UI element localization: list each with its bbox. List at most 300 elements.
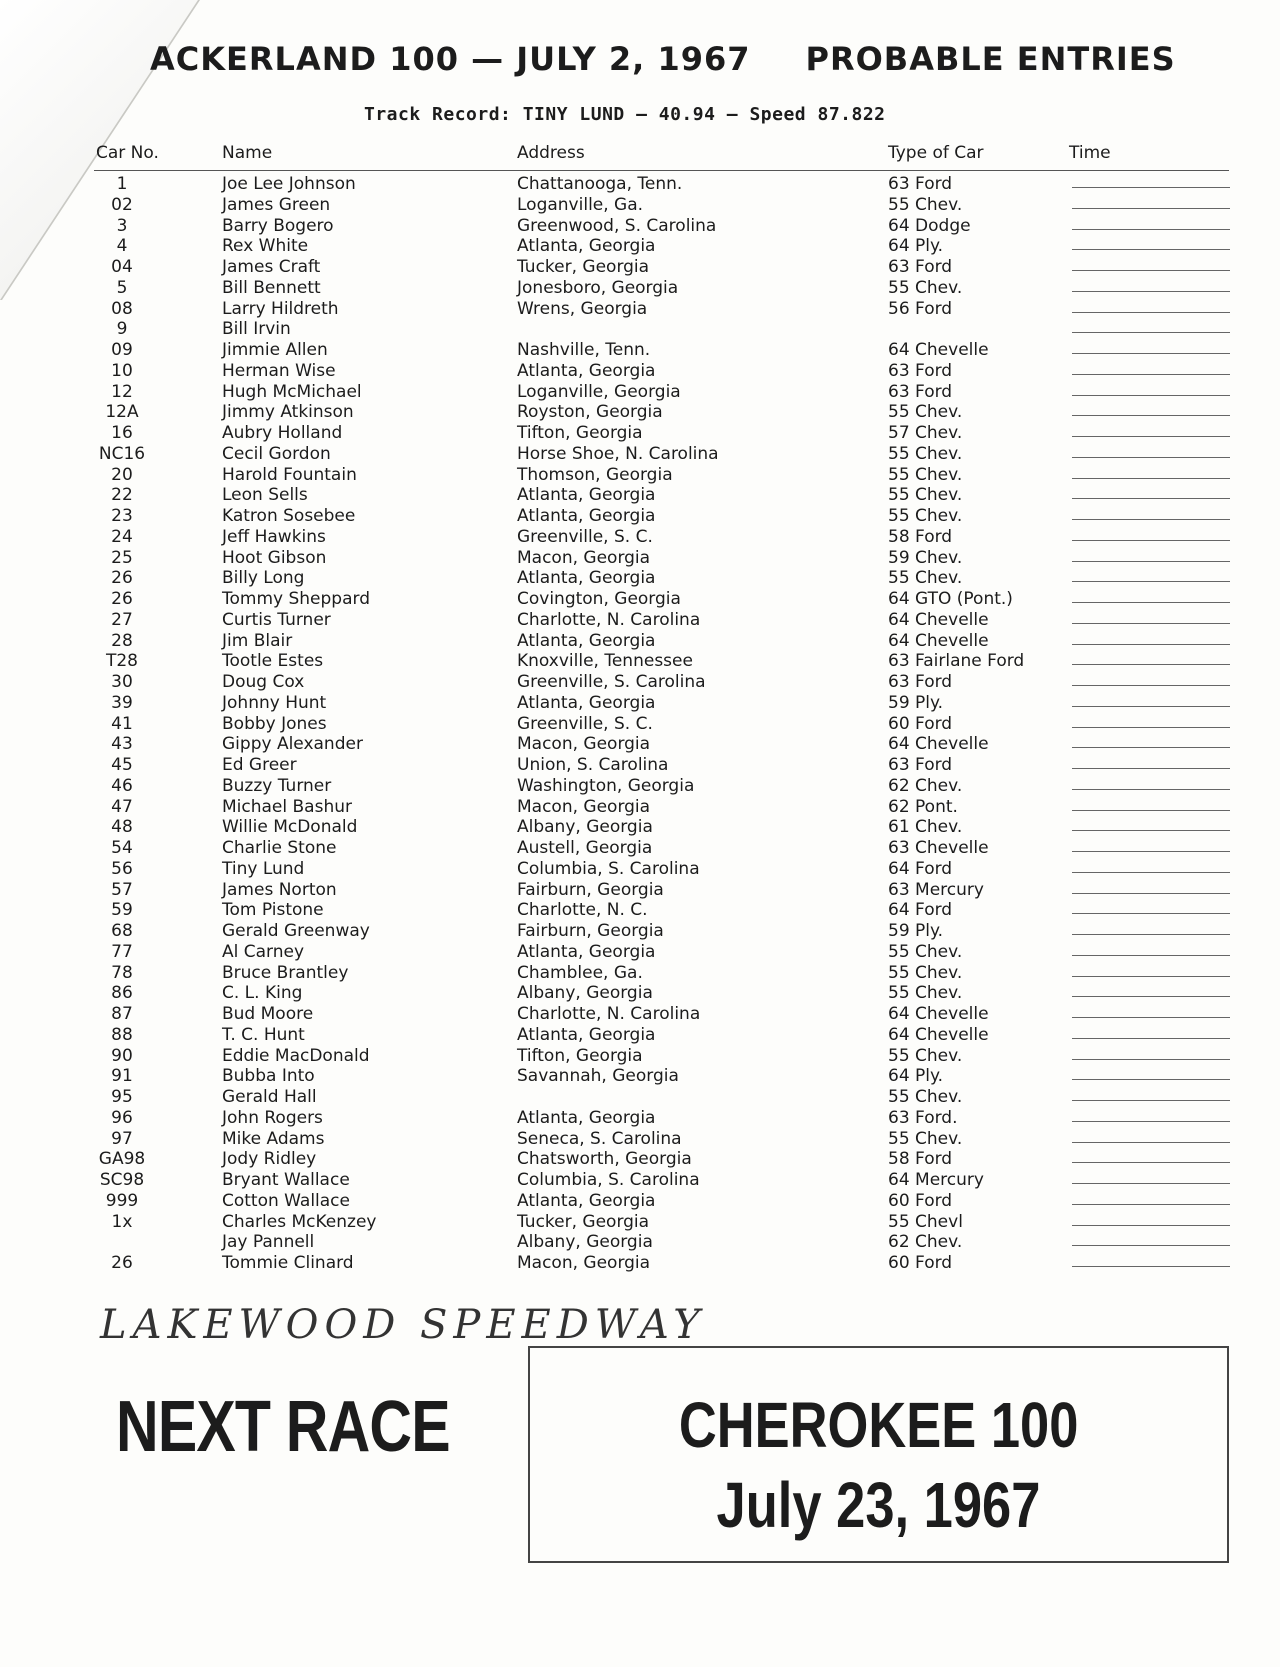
- driver-address: Savannah, Georgia: [517, 1066, 679, 1087]
- driver-name: Bryant Wallace: [222, 1170, 350, 1190]
- time-blank-line: [1072, 789, 1230, 790]
- driver-address: Atlanta, Georgia: [517, 1107, 656, 1128]
- driver-name: Bobby Jones: [222, 713, 327, 734]
- table-row: [0, 402, 1280, 423]
- car-type: 55 Chev.: [888, 1087, 963, 1107]
- car-number: 10: [111, 360, 133, 381]
- car-number: 68: [111, 921, 133, 941]
- table-row: [0, 942, 1280, 963]
- driver-name: Bill Irvin: [222, 319, 291, 340]
- car-number: 04: [111, 257, 133, 277]
- car-type: 64 Mercury: [888, 1170, 984, 1190]
- car-type: 62 Chev.: [888, 1232, 963, 1253]
- time-blank-line: [1072, 312, 1230, 313]
- driver-address: Loganville, Georgia: [517, 381, 681, 402]
- driver-address: Atlanta, Georgia: [517, 506, 656, 526]
- car-type: 63 Ford: [888, 174, 953, 194]
- driver-name: Bruce Brantley: [222, 962, 349, 983]
- car-number: 88: [111, 1024, 133, 1045]
- time-blank-line: [1072, 768, 1230, 769]
- time-blank-line: [1072, 249, 1230, 250]
- time-blank-line: [1072, 727, 1230, 728]
- time-blank-line: [1072, 810, 1230, 811]
- car-number: 91: [111, 1066, 133, 1087]
- time-blank-line: [1072, 457, 1230, 458]
- car-number: 20: [111, 464, 133, 485]
- table-row: [0, 921, 1280, 942]
- driver-address: Tucker, Georgia: [517, 1211, 650, 1232]
- driver-name: Cecil Gordon: [222, 443, 331, 464]
- car-type: 62 Chev.: [888, 775, 963, 796]
- car-number: 999: [105, 1190, 139, 1211]
- time-blank-line: [1072, 561, 1230, 562]
- time-blank-line: [1072, 415, 1230, 416]
- time-blank-line: [1072, 436, 1230, 437]
- car-type: 55 Chevl: [888, 1211, 963, 1232]
- car-type: 64 Chevelle: [888, 609, 989, 630]
- driver-name: Mike Adams: [222, 1128, 325, 1149]
- time-blank-line: [1072, 1225, 1230, 1226]
- time-blank-line: [1072, 602, 1230, 603]
- driver-name: Billy Long: [222, 568, 305, 589]
- driver-name: Tommie Clinard: [222, 1253, 354, 1273]
- driver-address: Thomson, Georgia: [517, 464, 673, 485]
- driver-name: Gippy Alexander: [222, 734, 363, 755]
- driver-name: Bill Bennett: [222, 277, 321, 298]
- car-type: 55 Chev.: [888, 962, 963, 983]
- probable-entries-title: PROBABLE ENTRIES: [805, 40, 1176, 78]
- car-type: 63 Chevelle: [888, 838, 989, 858]
- time-blank-line: [1072, 353, 1230, 354]
- driver-address: Tifton, Georgia: [517, 1045, 643, 1066]
- driver-name: Jay Pannell: [222, 1232, 315, 1253]
- driver-address: Columbia, S. Carolina: [517, 1170, 700, 1190]
- driver-name: Bud Moore: [222, 1004, 314, 1024]
- car-type: 55 Chev.: [888, 277, 963, 298]
- table-row: [0, 900, 1280, 921]
- car-number: 46: [111, 775, 133, 796]
- driver-name: Jim Blair: [222, 630, 293, 651]
- driver-name: Hugh McMichael: [222, 381, 362, 402]
- time-blank-line: [1072, 934, 1230, 935]
- driver-address: Covington, Georgia: [517, 589, 681, 609]
- time-blank-line: [1072, 332, 1230, 333]
- table-row: [0, 1232, 1280, 1253]
- table-row: [0, 1025, 1280, 1046]
- entries-table: [0, 174, 1280, 1274]
- driver-address: Albany, Georgia: [517, 1232, 653, 1253]
- driver-address: Jonesboro, Georgia: [517, 277, 679, 298]
- driver-name: Bubba Into: [222, 1066, 315, 1087]
- car-number: 5: [116, 277, 128, 298]
- page-title: [150, 40, 1176, 78]
- car-type: 55 Chev.: [888, 1128, 963, 1149]
- driver-name: Johnny Hunt: [222, 692, 327, 713]
- car-number: 30: [111, 672, 133, 692]
- driver-name: Barry Bogero: [222, 215, 334, 236]
- car-type: 55 Chev.: [888, 983, 963, 1004]
- driver-name: Jeff Hawkins: [222, 526, 326, 547]
- table-row: [0, 506, 1280, 527]
- driver-name: Tommy Sheppard: [222, 589, 370, 609]
- car-type: 63 Ford: [888, 257, 953, 277]
- table-row: [0, 423, 1280, 444]
- driver-address: Chamblee, Ga.: [517, 962, 643, 983]
- time-blank-line: [1072, 270, 1230, 271]
- table-row: [0, 1191, 1280, 1212]
- driver-name: Gerald Hall: [222, 1087, 317, 1107]
- car-type: 64 Ply.: [888, 1066, 944, 1087]
- driver-address: Tucker, Georgia: [517, 257, 650, 277]
- driver-name: T. C. Hunt: [222, 1024, 305, 1045]
- car-number: 43: [111, 734, 133, 755]
- driver-address: Atlanta, Georgia: [517, 1024, 656, 1045]
- car-type: 59 Chev.: [888, 547, 963, 568]
- car-type: 58 Ford: [888, 526, 953, 547]
- car-type: 63 Fairlane Ford: [888, 651, 1025, 672]
- table-row: [0, 1108, 1280, 1129]
- car-number: 09: [111, 340, 133, 360]
- driver-address: Greenville, S. C.: [517, 526, 653, 547]
- car-type: 58 Ford: [888, 1149, 953, 1170]
- header-name: Name: [222, 143, 273, 163]
- time-blank-line: [1072, 685, 1230, 686]
- car-type: 55 Chev.: [888, 941, 963, 962]
- car-type: 55 Chev.: [888, 443, 963, 464]
- car-type: 64 Chevelle: [888, 1004, 989, 1024]
- header-address: Address: [517, 143, 585, 163]
- table-row: [0, 319, 1280, 340]
- driver-address: Fairburn, Georgia: [517, 879, 664, 900]
- header-rule: [94, 170, 1229, 171]
- car-type: 57 Chev.: [888, 423, 963, 443]
- driver-name: Charlie Stone: [222, 838, 337, 858]
- car-number: 02: [111, 194, 133, 215]
- time-blank-line: [1072, 478, 1230, 479]
- driver-name: Aubry Holland: [222, 423, 343, 443]
- table-row: [0, 1004, 1280, 1025]
- driver-address: Loganville, Ga.: [517, 194, 644, 215]
- table-row: [0, 983, 1280, 1004]
- car-number: T28: [105, 651, 139, 672]
- car-type: 64 Ply.: [888, 236, 944, 257]
- driver-name: James Green: [222, 194, 331, 215]
- table-row: [0, 195, 1280, 216]
- driver-address: Knoxville, Tennessee: [517, 651, 693, 672]
- table-row: [0, 568, 1280, 589]
- table-row: [0, 236, 1280, 257]
- car-number: 08: [111, 298, 133, 319]
- car-type: 55 Chev.: [888, 568, 963, 589]
- car-number: 59: [111, 900, 133, 921]
- table-row: [0, 963, 1280, 984]
- driver-address: Macon, Georgia: [517, 734, 651, 755]
- handwritten-note: LAKEWOOD SPEEDWAY: [100, 1302, 706, 1348]
- time-blank-line: [1072, 1038, 1230, 1039]
- time-blank-line: [1072, 996, 1230, 997]
- car-type: 64 Chevelle: [888, 340, 989, 360]
- driver-address: Tifton, Georgia: [517, 423, 643, 443]
- time-blank-line: [1072, 1100, 1230, 1101]
- car-type: 59 Ply.: [888, 692, 944, 713]
- table-row: [0, 527, 1280, 548]
- table-header: [94, 143, 1229, 167]
- next-race-label: NEXT RACE: [116, 1387, 450, 1467]
- event-title: ACKERLAND 100 — JULY 2, 1967: [150, 40, 751, 78]
- driver-address: Wrens, Georgia: [517, 298, 648, 319]
- time-blank-line: [1072, 1121, 1230, 1122]
- table-row: [0, 880, 1280, 901]
- time-blank-line: [1072, 851, 1230, 852]
- time-blank-line: [1072, 187, 1230, 188]
- driver-address: Royston, Georgia: [517, 402, 663, 423]
- car-number: 16: [111, 423, 133, 443]
- driver-name: Curtis Turner: [222, 609, 331, 630]
- driver-address: Macon, Georgia: [517, 547, 651, 568]
- table-row: [0, 776, 1280, 797]
- table-row: [0, 548, 1280, 569]
- driver-name: James Craft: [222, 257, 321, 277]
- car-number: 96: [111, 1107, 133, 1128]
- car-type: 63 Mercury: [888, 879, 984, 900]
- driver-address: Atlanta, Georgia: [517, 692, 656, 713]
- car-number: 41: [111, 713, 133, 734]
- time-blank-line: [1072, 1204, 1230, 1205]
- driver-address: Atlanta, Georgia: [517, 236, 656, 257]
- car-number: 26: [111, 589, 133, 609]
- time-blank-line: [1072, 1266, 1230, 1267]
- driver-address: Atlanta, Georgia: [517, 485, 656, 506]
- table-row: [0, 1046, 1280, 1067]
- driver-address: Austell, Georgia: [517, 838, 653, 858]
- driver-name: Doug Cox: [222, 672, 305, 692]
- table-row: [0, 1149, 1280, 1170]
- table-row: [0, 340, 1280, 361]
- table-row: [0, 1212, 1280, 1233]
- car-number: 97: [111, 1128, 133, 1149]
- time-blank-line: [1072, 893, 1230, 894]
- car-number: 39: [111, 692, 133, 713]
- table-row: [0, 1066, 1280, 1087]
- car-type: 64 Chevelle: [888, 1024, 989, 1045]
- table-row: [0, 589, 1280, 610]
- car-number: 12: [111, 381, 133, 402]
- car-type: 64 Dodge: [888, 215, 971, 236]
- time-blank-line: [1072, 1162, 1230, 1163]
- driver-address: Albany, Georgia: [517, 983, 653, 1004]
- driver-address: Greenville, S. C.: [517, 713, 653, 734]
- table-row: [0, 838, 1280, 859]
- driver-name: Rex White: [222, 236, 309, 257]
- car-type: 60 Ford: [888, 1190, 953, 1211]
- driver-name: Tiny Lund: [222, 858, 305, 879]
- car-number: 24: [111, 526, 133, 547]
- table-row: [0, 1253, 1280, 1274]
- time-blank-line: [1072, 955, 1230, 956]
- driver-name: Hoot Gibson: [222, 547, 327, 568]
- table-row: [0, 610, 1280, 631]
- driver-address: Columbia, S. Carolina: [517, 858, 700, 879]
- driver-name: Tootle Estes: [222, 651, 324, 672]
- car-type: 63 Ford.: [888, 1107, 958, 1128]
- driver-address: Charlotte, N. Carolina: [517, 1004, 701, 1024]
- driver-address: Greenwood, S. Carolina: [517, 215, 717, 236]
- car-number: 45: [111, 755, 133, 775]
- table-row: [0, 1129, 1280, 1150]
- driver-address: Washington, Georgia: [517, 775, 695, 796]
- car-type: 62 Pont.: [888, 796, 958, 817]
- driver-name: John Rogers: [222, 1107, 323, 1128]
- car-number: 87: [111, 1004, 133, 1024]
- driver-address: Horse Shoe, N. Carolina: [517, 443, 719, 464]
- car-type: 56 Ford: [888, 298, 953, 319]
- table-row: [0, 382, 1280, 403]
- car-number: 4: [116, 236, 128, 257]
- time-blank-line: [1072, 395, 1230, 396]
- car-number: 86: [111, 983, 133, 1004]
- driver-name: Harold Fountain: [222, 464, 357, 485]
- driver-address: Atlanta, Georgia: [517, 360, 656, 381]
- table-row: [0, 444, 1280, 465]
- time-blank-line: [1072, 976, 1230, 977]
- table-row: [0, 1170, 1280, 1191]
- driver-address: Atlanta, Georgia: [517, 568, 656, 589]
- driver-name: Tom Pistone: [222, 900, 324, 921]
- car-type: 60 Ford: [888, 1253, 953, 1273]
- car-number: 25: [111, 547, 133, 568]
- car-number: 77: [111, 941, 133, 962]
- car-type: 63 Ford: [888, 672, 953, 692]
- time-blank-line: [1072, 1245, 1230, 1246]
- table-row: [0, 485, 1280, 506]
- driver-address: Seneca, S. Carolina: [517, 1128, 682, 1149]
- table-row: [0, 257, 1280, 278]
- time-blank-line: [1072, 706, 1230, 707]
- table-row: [0, 734, 1280, 755]
- table-row: [0, 755, 1280, 776]
- car-type: 55 Chev.: [888, 1045, 963, 1066]
- time-blank-line: [1072, 1183, 1230, 1184]
- header-car-no: Car No.: [96, 143, 159, 163]
- time-blank-line: [1072, 1059, 1230, 1060]
- driver-address: Charlotte, N. Carolina: [517, 609, 701, 630]
- car-number: 9: [116, 319, 128, 340]
- car-number: 1: [116, 174, 128, 194]
- car-type: 55 Chev.: [888, 402, 963, 423]
- driver-address: Atlanta, Georgia: [517, 630, 656, 651]
- driver-address: Union, S. Carolina: [517, 755, 669, 775]
- driver-name: Joe Lee Johnson: [222, 174, 356, 194]
- next-race-box: [528, 1346, 1229, 1563]
- table-row: [0, 693, 1280, 714]
- driver-address: Macon, Georgia: [517, 1253, 651, 1273]
- driver-name: Gerald Greenway: [222, 921, 370, 941]
- driver-name: C. L. King: [222, 983, 303, 1004]
- driver-address: Chattanooga, Tenn.: [517, 174, 683, 194]
- car-number: 23: [111, 506, 133, 526]
- time-blank-line: [1072, 1079, 1230, 1080]
- car-number: 47: [111, 796, 133, 817]
- time-blank-line: [1072, 581, 1230, 582]
- table-row: [0, 817, 1280, 838]
- time-blank-line: [1072, 208, 1230, 209]
- table-row: [0, 216, 1280, 237]
- car-number: 22: [111, 485, 133, 506]
- driver-address: Fairburn, Georgia: [517, 921, 664, 941]
- driver-name: Ed Greer: [222, 755, 297, 775]
- car-number: 26: [111, 1253, 133, 1273]
- time-blank-line: [1072, 291, 1230, 292]
- car-number: GA98: [98, 1149, 146, 1170]
- time-blank-line: [1072, 913, 1230, 914]
- car-number: 95: [111, 1087, 133, 1107]
- time-blank-line: [1072, 540, 1230, 541]
- time-blank-line: [1072, 229, 1230, 230]
- driver-address: Atlanta, Georgia: [517, 941, 656, 962]
- driver-address: Atlanta, Georgia: [517, 1190, 656, 1211]
- driver-address: Macon, Georgia: [517, 796, 651, 817]
- driver-address: Charlotte, N. C.: [517, 900, 648, 921]
- car-type: 63 Ford: [888, 360, 953, 381]
- driver-name: Buzzy Turner: [222, 775, 332, 796]
- car-number: 78: [111, 962, 133, 983]
- time-blank-line: [1072, 519, 1230, 520]
- car-type: 64 GTO (Pont.): [888, 589, 1013, 609]
- table-row: [0, 631, 1280, 652]
- driver-name: Jody Ridley: [222, 1149, 317, 1170]
- driver-address: Albany, Georgia: [517, 817, 653, 838]
- car-type: 64 Ford: [888, 900, 953, 921]
- table-row: [0, 651, 1280, 672]
- car-type: 61 Chev.: [888, 817, 963, 838]
- car-number: 48: [111, 817, 133, 838]
- time-blank-line: [1072, 664, 1230, 665]
- car-type: 55 Chev.: [888, 464, 963, 485]
- table-row: [0, 714, 1280, 735]
- time-blank-line: [1072, 747, 1230, 748]
- car-number: 28: [111, 630, 133, 651]
- table-row: [0, 859, 1280, 880]
- driver-address: Chatsworth, Georgia: [517, 1149, 692, 1170]
- car-number: 27: [111, 609, 133, 630]
- driver-name: Al Carney: [222, 941, 305, 962]
- car-number: 3: [116, 215, 128, 236]
- header-time: Time: [1069, 143, 1111, 163]
- driver-name: Katron Sosebee: [222, 506, 356, 526]
- driver-name: Willie McDonald: [222, 817, 358, 838]
- car-number: 90: [111, 1045, 133, 1066]
- time-blank-line: [1072, 623, 1230, 624]
- car-type: 64 Chevelle: [888, 734, 989, 755]
- time-blank-line: [1072, 644, 1230, 645]
- table-row: [0, 797, 1280, 818]
- driver-name: Michael Bashur: [222, 796, 352, 817]
- driver-name: James Norton: [222, 879, 337, 900]
- driver-name: Charles McKenzey: [222, 1211, 377, 1232]
- table-row: [0, 299, 1280, 320]
- car-type: 64 Chevelle: [888, 630, 989, 651]
- car-type: 59 Ply.: [888, 921, 944, 941]
- driver-name: Cotton Wallace: [222, 1190, 350, 1211]
- car-type: 55 Chev.: [888, 485, 963, 506]
- car-number: 1x: [111, 1211, 133, 1232]
- car-type: 63 Ford: [888, 755, 953, 775]
- time-blank-line: [1072, 872, 1230, 873]
- time-blank-line: [1072, 1017, 1230, 1018]
- table-row: [0, 672, 1280, 693]
- car-type: 55 Chev.: [888, 506, 963, 526]
- car-type: 64 Ford: [888, 858, 953, 879]
